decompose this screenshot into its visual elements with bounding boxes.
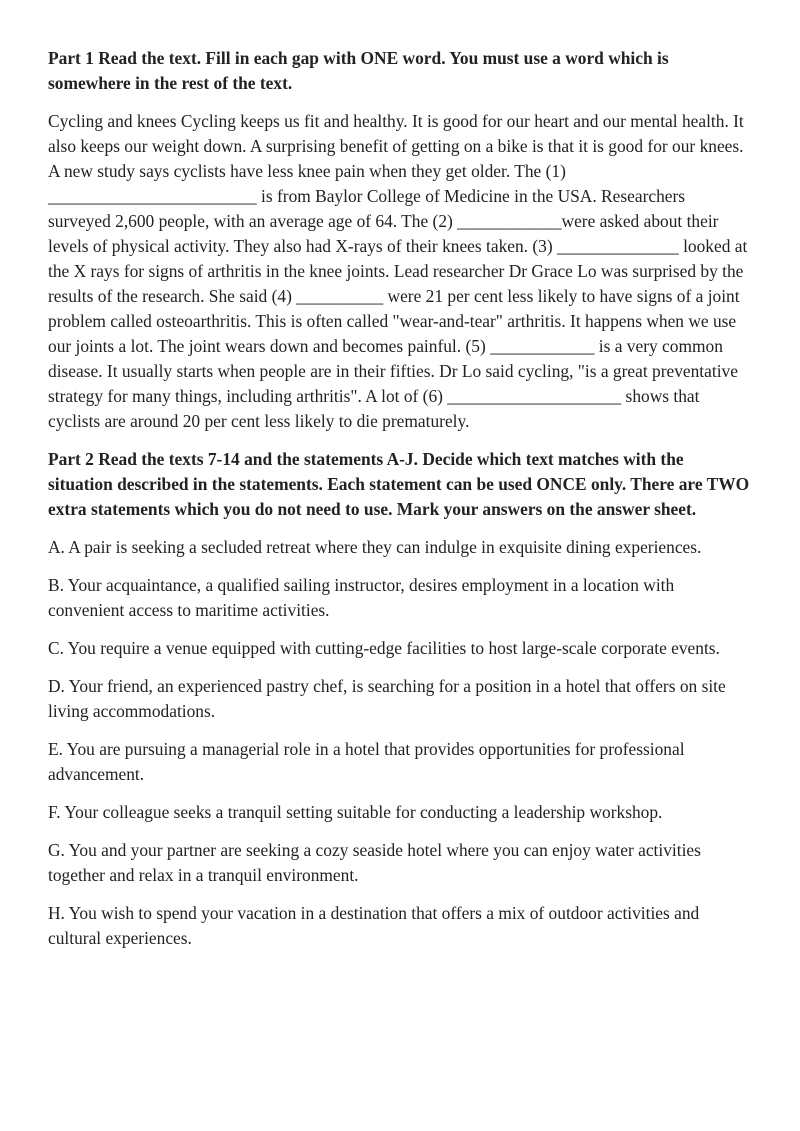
statement-g: G. You and your partner are seeking a cozy seaside hotel where you can enjoy water activities together and relax in a tranquil environment. (48, 840, 701, 885)
statement-c: C. You require a venue equipped with cutting-edge facilities to host large-scale corporate events. (48, 638, 720, 658)
statement-a: A. A pair is seeking a secluded retreat where they can indulge in exquisite dining experiences. (48, 537, 702, 557)
part1-heading: Part 1 Read the text. Fill in each gap with ONE word. You must use a word which is somewhere in the rest of the text. (48, 48, 669, 93)
statement-f: F. Your colleague seeks a tranquil setting suitable for conducting a leadership workshop. (48, 802, 663, 822)
part2-heading: Part 2 Read the texts 7-14 and the statements A-J. Decide which text matches with the situation described in the statements. Each statement can be used ONCE only. There are TWO extra statements which you do not need to use. Mark your answers on the answer sheet. (48, 449, 750, 519)
statement-h: H. You wish to spend your vacation in a destination that offers a mix of outdoor activities and cultural experiences. (48, 903, 700, 948)
statement-e: E. You are pursuing a managerial role in a hotel that provides opportunities for professional advancement. (48, 739, 685, 784)
statement-d: D. Your friend, an experienced pastry chef, is searching for a position in a hotel that offers on site living accommodations. (48, 676, 726, 721)
statement-b: B. Your acquaintance, a qualified sailing instructor, desires employment in a location with convenient access to maritime activities. (48, 575, 675, 620)
part1-passage: Cycling and knees Cycling keeps us fit and healthy. It is good for our heart and our mental health. It also keeps our weight down. A surprising benefit of getting on a bike is that it is good for our knees. A new study says cyclists have less knee pain when they get older. The (1) ________________________ is from Baylor College of Medicine in the USA. Researchers surveyed 2,600 people, with an average age of 64. The (2) ____________were asked about their levels of physical activity. They also had X-rays of their knees taken. (3) ______________ looked at the X rays for signs of arthritis in the knee joints. Lead researcher Dr Grace Lo was surprised by the results of the research. She said (4) __________ were 21 per cent less likely to have signs of a joint problem called osteoarthritis. This is often called "wear-and-tear" arthritis. It happens when we use our joints a lot. The joint wears down and becomes painful. (5) ____________ is a very common disease. It usually starts when people are in their fifties. Dr Lo said cycling, "is a great preventative strategy for many things, including arthritis". A lot of (6) ____________________ shows that cyclists are around 20 per cent less likely to die prematurely. (48, 111, 748, 431)
